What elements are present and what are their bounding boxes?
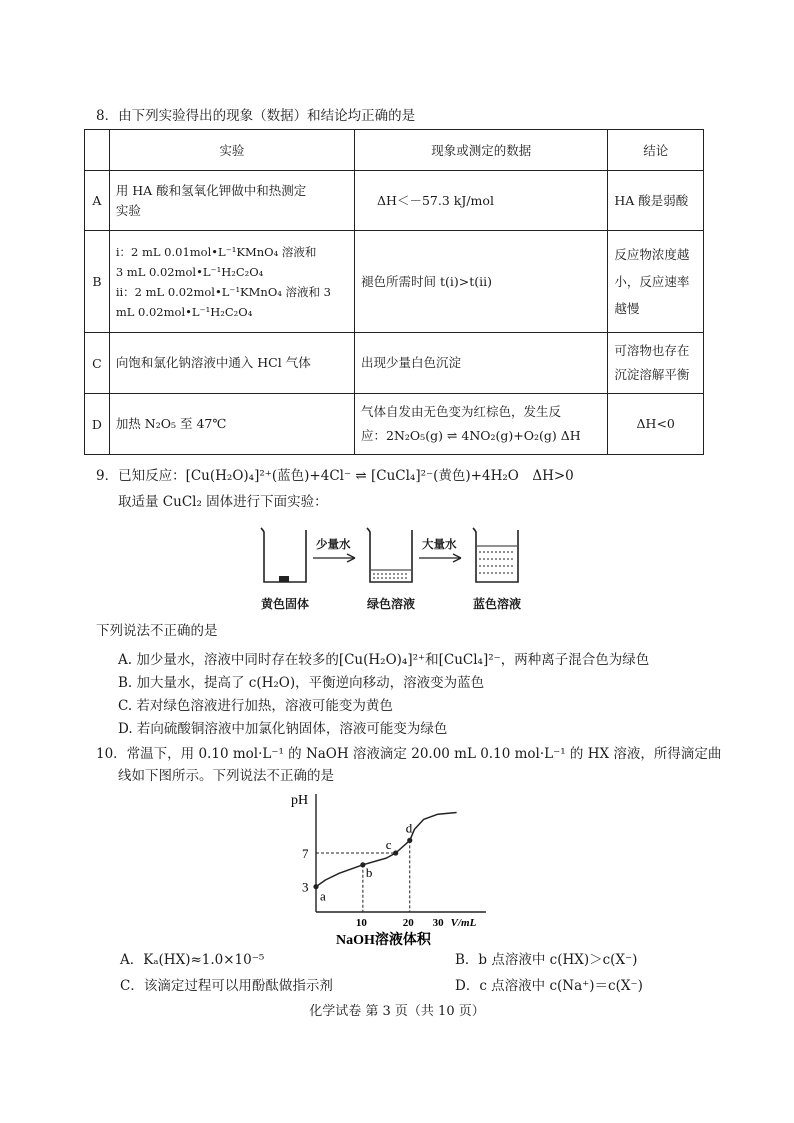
text-line: 应：2N₂O₅(g) ⇌ 4NO₂(g)+O₂(g) ΔH xyxy=(361,428,581,443)
text-line: 褪色所需时间 t(i)>t(ii) xyxy=(361,273,493,289)
beaker-icon xyxy=(367,528,412,582)
q8-row-experiment xyxy=(109,394,354,455)
text-line: ii：2 mL 0.02mol•L⁻¹KMnO₄ 溶液和 3 xyxy=(115,284,331,299)
beaker-label-blue-solution: 蓝色溶液 xyxy=(472,597,521,611)
beaker-label-yellow-solid: 黄色固体 xyxy=(260,597,309,611)
text-line: 气体自发由无色变为红棕色，发生反 xyxy=(361,404,562,419)
page-footer: 化学试卷 第 3 页（共 10 页） xyxy=(309,1004,485,1019)
text-line: 3 mL 0.02mol•L⁻¹H₂C₂O₄ xyxy=(115,264,264,279)
point-label-c: c xyxy=(385,837,392,852)
q9-option-a: A. 加少量水，溶液中同时存在较多的[Cu(H₂O)₄]²⁺和[CuCl₄]²⁻，两种离子混合色为绿色 xyxy=(118,652,650,668)
beaker-icon xyxy=(261,528,306,582)
q8-stem: 8．由下列实验得出的现象（数据）和结论均正确的是 xyxy=(96,108,416,124)
q8-header-phenomenon: 现象或测定的数据 xyxy=(355,130,608,171)
q8-row-letter: A xyxy=(85,171,110,231)
arrow-label-much-water: 大量水 xyxy=(422,537,457,551)
q8-row-phenomenon xyxy=(355,394,608,455)
q8-row-phenomenon xyxy=(355,333,608,394)
beaker-icon xyxy=(473,528,518,582)
x-axis-unit-label: V/mL xyxy=(450,917,477,929)
titration-curve-chart xyxy=(280,788,510,948)
q8-row-letter: D xyxy=(85,394,110,455)
q10-stem-line1: 10．常温下，用 0.10 mol·L⁻¹ 的 NaOH 溶液滴定 20.00 mL 0.10 mol·L⁻¹ 的 HX 溶液，所得滴定曲 xyxy=(96,746,722,762)
point-d xyxy=(407,838,412,843)
q8-row-conclusion xyxy=(608,231,704,333)
text-line: 实验 xyxy=(115,202,141,218)
q8-row-conclusion xyxy=(608,333,704,394)
text-line: HA 酸是弱酸 xyxy=(614,192,689,208)
text-line: ΔH<0 xyxy=(636,416,675,431)
q8-row-b xyxy=(85,231,704,333)
beaker-label-green-solution: 绿色溶液 xyxy=(366,597,415,611)
q8-table xyxy=(84,129,704,455)
q8-row-conclusion xyxy=(608,171,704,231)
q8-row-phenomenon xyxy=(355,171,608,231)
q10-stem-line2: 线如下图所示。下列说法不正确的是 xyxy=(118,768,334,784)
q8-row-experiment xyxy=(109,333,354,394)
y-axis-label: pH xyxy=(291,793,309,808)
beaker-diagram xyxy=(255,524,535,586)
text-line: 可溶物也存在 xyxy=(614,343,690,358)
text-line: 反应物浓度越 xyxy=(614,247,690,262)
q8-row-experiment xyxy=(109,231,354,333)
solid-pile xyxy=(279,576,289,582)
x-axis-label: NaOH溶液体积 xyxy=(336,933,431,948)
q8-row-letter: B xyxy=(85,231,110,333)
q8-row-conclusion xyxy=(608,394,704,455)
text-line: 出现少量白色沉淀 xyxy=(361,355,462,370)
q8-row-a xyxy=(85,171,704,231)
q8-row-experiment xyxy=(109,171,354,231)
y-tick-label: 3 xyxy=(302,879,309,895)
text-line: ΔH＜－57.3 kJ/mol xyxy=(377,192,494,208)
q8-header-row xyxy=(85,130,704,171)
q10-option-c: C．该滴定过程可以用酚酞做指示剂 xyxy=(120,978,333,994)
arrow-icon xyxy=(419,554,461,562)
x-tick-label: 30 xyxy=(432,917,444,929)
point-label-b: b xyxy=(365,864,373,880)
q10-option-b: B．b 点溶液中 c(HX)＞c(X⁻) xyxy=(455,952,638,968)
q9-intro: 取适量 CuCl₂ 固体进行下面实验： xyxy=(118,494,328,510)
text-line: 加热 N₂O₅ 至 47℃ xyxy=(115,416,227,431)
q9-option-d: D. 若向硫酸铜溶液中加氯化钠固体，溶液可能变为绿色 xyxy=(118,721,448,737)
q10-option-a: A．Kₐ(HX)≈1.0×10⁻⁵ xyxy=(120,952,265,968)
q8-header-conclusion: 结论 xyxy=(608,130,704,171)
q9-question: 下列说法不正确的是 xyxy=(96,623,218,639)
x-tick-label: 10 xyxy=(355,917,367,929)
q8-row-phenomenon xyxy=(355,231,608,333)
y-tick-label: 7 xyxy=(302,846,309,861)
x-tick-label: 20 xyxy=(402,917,414,929)
point-c xyxy=(393,850,398,855)
arrow-label-little-water: 少量水 xyxy=(316,537,351,551)
q8-row-c xyxy=(85,333,704,394)
q10-option-d: D．c 点溶液中 c(Na⁺)＝c(X⁻) xyxy=(455,978,643,994)
text-line: 越慢 xyxy=(614,301,640,316)
text-line: 用 HA 酸和氢氧化钾做中和热测定 xyxy=(115,182,307,198)
arrow-icon xyxy=(313,554,355,562)
q8-row-d xyxy=(85,394,704,455)
q9-option-c: C. 若对绿色溶液进行加热，溶液可能变为黄色 xyxy=(118,698,393,714)
text-line: mL 0.02mol•L⁻¹H₂C₂O₄ xyxy=(115,304,253,319)
text-line: 沉淀溶解平衡 xyxy=(614,367,690,382)
point-a xyxy=(313,884,318,889)
text-line: i：2 mL 0.01mol•L⁻¹KMnO₄ 溶液和 xyxy=(115,244,317,259)
chart-ticks xyxy=(302,846,444,929)
point-label-d: d xyxy=(405,820,413,836)
point-b xyxy=(360,862,365,867)
point-label-a: a xyxy=(320,888,326,904)
text-line: 向饱和氯化钠溶液中通入 HCl 气体 xyxy=(115,355,311,370)
q9-option-b: B. 加大量水，提高了 c(H₂O)，平衡逆向移动，溶液变为蓝色 xyxy=(118,675,485,691)
q9-stem: 9．已知反应：[Cu(H₂O)₄]²⁺(蓝色)+4Cl⁻ ⇌ [CuCl₄]²⁻(黄色)+4H₂O ΔH>0 xyxy=(96,468,574,484)
text-line: 小，反应速率 xyxy=(614,274,690,289)
q8-header-experiment: 实验 xyxy=(109,130,354,171)
q8-row-letter: C xyxy=(85,333,110,394)
